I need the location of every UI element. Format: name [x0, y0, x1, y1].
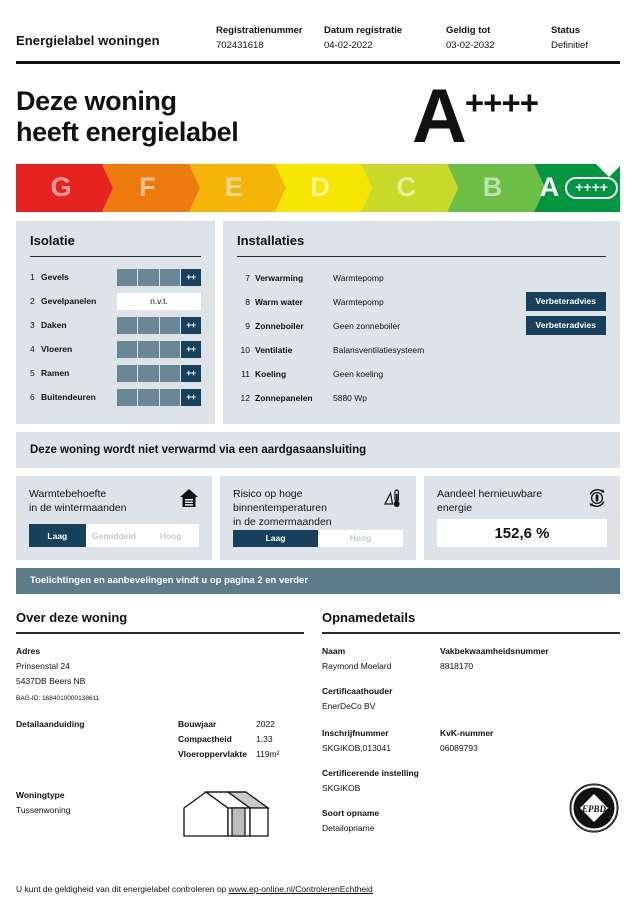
- energy-label-large: [412, 73, 538, 159]
- energy-label-pluses: ++++: [464, 83, 538, 121]
- scale-arrow: [361, 164, 372, 212]
- scale-segment-d: [275, 164, 361, 212]
- energy-label-letter: A: [412, 73, 465, 159]
- woning-spec-line: [178, 747, 304, 762]
- indicator-option-gemiddeld: Gemiddeld: [92, 530, 136, 541]
- footer-link[interactable]: www.ep-online.nl/ControlerenEchtheid: [228, 884, 373, 894]
- installatie-row: [237, 266, 606, 289]
- soort-opname-value: Detailopname: [322, 822, 375, 833]
- headline-section: [0, 64, 636, 159]
- scale-arrow: [189, 164, 200, 212]
- isolatie-rating-bar: [117, 365, 201, 382]
- section-title: Opnamedetails: [322, 610, 416, 625]
- document-header: [0, 0, 636, 53]
- installatie-row: [237, 314, 606, 337]
- detailaanduiding-row: [16, 717, 304, 762]
- meta-label: Datum registratie: [324, 25, 403, 36]
- scale-segment-e: [189, 164, 275, 212]
- isolatie-bar-cell: [117, 269, 137, 286]
- meta-value: 702431618: [216, 40, 264, 51]
- renewable-energy-icon: [587, 488, 607, 508]
- isolatie-row-number: 6: [30, 392, 35, 402]
- isolatie-row-label: Ramen: [41, 368, 70, 378]
- epbd-logo-icon: [568, 782, 620, 834]
- isolatie-bar-cell: [160, 365, 180, 382]
- installatie-row-value: Balansventilatiesysteem: [333, 344, 425, 355]
- scale-letter: A: [539, 172, 560, 202]
- header-meta-group: [216, 24, 621, 53]
- panel-isolatie: [16, 221, 215, 425]
- isolatie-bar-cell: [117, 365, 137, 382]
- adres-line-1: Prinsenstal 24: [16, 660, 70, 671]
- meta-status: [551, 24, 621, 53]
- isolatie-bar-cell: [138, 269, 158, 286]
- installatie-row: [237, 362, 606, 385]
- installatie-row-value: Geen zonneboiler: [333, 320, 401, 331]
- woning-spec-value: 2022: [256, 718, 275, 729]
- energy-scale: [16, 164, 620, 212]
- indicator-option-laag: Laag: [233, 530, 318, 547]
- isolatie-row-label: Vloeren: [41, 344, 73, 354]
- section-title: Over deze woning: [16, 610, 128, 625]
- isolatie-row-label: Gevelpanelen: [41, 296, 97, 306]
- installatie-row-label: Zonnepanelen: [255, 392, 313, 403]
- isolatie-bar-cell: [138, 341, 158, 358]
- panel-installaties: [223, 221, 620, 425]
- gas-notice: Deze woning wordt niet verwarmd via een aardgasaansluiting: [16, 432, 620, 468]
- scale-arrow: [102, 164, 113, 212]
- section-opnamedetails: [322, 610, 620, 836]
- woning-spec-line: [178, 717, 304, 732]
- isolatie-bar-cell: [160, 389, 180, 406]
- isolatie-rating-bar: [117, 269, 201, 286]
- isolatie-rating-bar: [117, 389, 201, 406]
- bottom-sections: [16, 610, 620, 836]
- indicator-header: [29, 488, 199, 516]
- indicator-option-laag: Laag: [29, 524, 86, 547]
- woning-spec-value: 119m²: [256, 748, 280, 759]
- woning-spec-label: Vloeroppervlakte: [178, 748, 247, 759]
- indicator-scale: [233, 530, 403, 547]
- isolatie-row-number: 5: [30, 368, 35, 378]
- isolatie-row-number: 4: [30, 344, 35, 354]
- installatie-row-value: Geen koeling: [333, 368, 384, 379]
- indicator-title-line: Aandeel hernieuwbare: [437, 488, 543, 500]
- isolatie-row: [30, 362, 201, 384]
- isolatie-bar-cell: [117, 341, 137, 358]
- isolatie-bar-cell: [160, 341, 180, 358]
- isolatie-bar-cell: [117, 317, 137, 334]
- isolatie-row: [30, 386, 201, 408]
- installatie-row-value: Warmtepomp: [333, 296, 384, 307]
- indicator-title: [29, 488, 126, 516]
- installatie-row-number: 12: [240, 392, 250, 403]
- woning-spec-value: 1,33: [256, 733, 273, 744]
- isolatie-row: [30, 314, 201, 336]
- meta-value: 04-02-2022: [324, 40, 373, 51]
- certificaathouder-value: EnerDeCo BV: [322, 700, 376, 711]
- woning-specs: [178, 717, 304, 762]
- scale-segment-b: [447, 164, 533, 212]
- isolatie-rating-value: ++: [181, 317, 201, 334]
- woningtype-label: Woningtype: [16, 789, 65, 800]
- isolatie-rating-value: ++: [181, 365, 201, 382]
- meta-label: Registratienummer: [216, 25, 303, 36]
- inschrijf-kvk-row: [322, 726, 620, 756]
- installatie-row: [237, 386, 606, 409]
- indicator-title-line: in de wintermaanden: [29, 501, 127, 514]
- details-panels: [16, 221, 620, 425]
- isolatie-bar-cell: [138, 389, 158, 406]
- certificaathouder-block: [322, 684, 620, 714]
- meta-value: Definitief: [551, 40, 588, 51]
- isolatie-bar-cell: [117, 389, 137, 406]
- bag-id: BAG-ID: 1684010000138611: [16, 694, 100, 702]
- naam-row: [322, 644, 620, 674]
- isolatie-rating-value: ++: [181, 269, 201, 286]
- adres-line-2: 5437DB Beers NB: [16, 675, 86, 686]
- detailaanduiding-label-wrap: [16, 717, 178, 762]
- installatie-row-label: Koeling: [255, 368, 287, 379]
- isolatie-rating-bar: [117, 341, 201, 358]
- isolatie-row: [30, 266, 201, 288]
- indicator-title-line: Warmtebehoefte: [29, 488, 107, 500]
- installatie-row-label: Zonneboiler: [255, 320, 304, 331]
- scale-pluses: ++++: [565, 177, 618, 199]
- certificaathouder-label: Certificaathouder: [322, 685, 393, 696]
- installatie-row-number: 7: [245, 272, 250, 283]
- headline-text: [16, 86, 412, 148]
- scale-letter: D: [310, 172, 330, 202]
- energy-scale-pointer: [596, 164, 622, 177]
- svg-text:EPBD: EPBD: [581, 803, 607, 814]
- indicator-boxes: [16, 476, 620, 560]
- inschrijfnummer-label: Inschrijfnummer: [322, 727, 389, 738]
- indicator-box: [16, 476, 212, 560]
- indicator-title-line: binnentemperaturen: [233, 501, 327, 514]
- section-divider: [16, 632, 304, 634]
- indicator-title: [437, 488, 542, 516]
- indicator-title-line: in de zomermaanden: [233, 515, 332, 528]
- indicator-title: [233, 488, 332, 530]
- meta-geldig-tot: [446, 24, 551, 53]
- installatie-row-label: Verwarming: [255, 272, 304, 283]
- scale-arrow: [275, 164, 286, 212]
- vakbekwaamheidsnummer-label: Vakbekwaamheidsnummer: [440, 645, 549, 656]
- scale-segment-f: [102, 164, 188, 212]
- woning-spec-line: [178, 732, 304, 747]
- indicator-title-line: energie: [437, 501, 473, 514]
- scale-segment-c: [361, 164, 447, 212]
- isolatie-rating-value: ++: [181, 389, 201, 406]
- installatie-row: [237, 290, 606, 313]
- isolatie-row-list: [30, 266, 201, 408]
- installatie-row-number: 9: [245, 320, 250, 331]
- panel-title: Isolatie: [30, 232, 75, 248]
- indicator-option-hoog: Hoog: [159, 530, 182, 541]
- inschrijfnummer-block: [322, 726, 440, 756]
- meta-registratienummer: [216, 24, 324, 53]
- vakbekwaamheidsnummer-value: 8818170: [440, 660, 474, 671]
- installatie-row-label: Warm water: [255, 296, 303, 307]
- energy-scale-bar: [16, 164, 620, 212]
- naam-label: Naam: [322, 645, 346, 656]
- installatie-row-action: [514, 316, 606, 335]
- woning-spec-label: Compactheid: [178, 733, 232, 744]
- scale-letter: F: [139, 172, 156, 202]
- installatie-row-number: 11: [241, 368, 250, 379]
- verbeteradvies-button[interactable]: Verbeteradvies: [526, 292, 606, 311]
- meta-value: 03-02-2032: [446, 40, 495, 51]
- scale-arrow: [447, 164, 458, 212]
- isolatie-bar-cell: [138, 365, 158, 382]
- panel-title: Installaties: [237, 232, 305, 248]
- indicator-box: [220, 476, 416, 560]
- meta-datum-registratie: [324, 24, 446, 53]
- isolatie-row: [30, 338, 201, 360]
- footer-text: U kunt de geldigheid van dit energielabel controleren op: [16, 884, 229, 894]
- indicator-value: 152,6 %: [437, 519, 607, 547]
- woning-spec-label: Bouwjaar: [178, 718, 217, 729]
- isolatie-row-label: Buitendeuren: [41, 392, 96, 402]
- meta-label: Geldig tot: [446, 25, 491, 36]
- isolatie-row-number: 1: [30, 272, 35, 282]
- detailaanduiding-label: Detailaanduiding: [16, 718, 85, 729]
- isolatie-row-number: 2: [30, 296, 35, 306]
- isolatie-row-label: Daken: [41, 320, 67, 330]
- isolatie-bar-cell: [160, 317, 180, 334]
- indicator-scale: [29, 524, 199, 547]
- installatie-row-number: 8: [245, 296, 250, 307]
- scale-letter: G: [50, 172, 72, 202]
- installaties-row-list: [237, 266, 606, 409]
- panel-divider: [237, 256, 606, 258]
- isolatie-row: [30, 290, 201, 312]
- woningtype-value: Tussenwoning: [16, 804, 71, 815]
- headline-line-1: Deze woning: [16, 85, 177, 116]
- isolatie-rating-value: ++: [181, 341, 201, 358]
- isolatie-bar-cell: [160, 269, 180, 286]
- page-title: Energielabel woningen: [16, 33, 160, 48]
- footer-note: [16, 884, 373, 894]
- house-heat-icon: [179, 488, 199, 508]
- thermometer-icon: [383, 488, 403, 508]
- isolatie-row-label: Gevels: [41, 272, 69, 282]
- scale-letter: B: [482, 172, 503, 202]
- indicator-header: [233, 488, 403, 530]
- verbeteradvies-button[interactable]: Verbeteradvies: [526, 316, 606, 335]
- installatie-row-number: 10: [240, 344, 250, 355]
- naam-value: Raymond Moelard: [322, 660, 392, 671]
- isolatie-row-na: n.v.t.: [117, 293, 201, 310]
- indicator-box: [424, 476, 620, 560]
- inschrijfnummer-value: SKGIKOB,013041: [322, 742, 391, 753]
- installatie-row: [237, 338, 606, 361]
- scale-letter: E: [224, 172, 243, 202]
- headline-line-2: heeft energielabel: [16, 116, 239, 147]
- indicator-option-hoog: Hoog: [349, 533, 372, 544]
- scale-letter: C: [396, 172, 417, 202]
- installatie-row-label: Ventilatie: [255, 344, 293, 355]
- certificerende-instelling-value: SKGIKOB: [322, 782, 361, 793]
- installatie-row-value: Warmtepomp: [333, 272, 384, 283]
- installatie-row-value: 5880 Wp: [333, 392, 368, 403]
- kvk-block: [440, 726, 620, 756]
- terraced-house-icon: [176, 786, 272, 840]
- installatie-row-action: [514, 292, 606, 311]
- isolatie-row-number: 3: [30, 320, 35, 330]
- kvk-nummer-value: 06089793: [440, 742, 478, 753]
- section-over-deze-woning: [16, 610, 304, 836]
- adres-label: Adres: [16, 645, 41, 656]
- kvk-nummer-label: KvK-nummer: [440, 727, 494, 738]
- isolatie-bar-cell: [138, 317, 158, 334]
- section-divider: [322, 632, 620, 634]
- indicator-header: [437, 488, 607, 516]
- naam-block: [322, 644, 440, 674]
- soort-opname-label: Soort opname: [322, 807, 380, 818]
- isolatie-rating-bar: [117, 317, 201, 334]
- vakbekwaamheid-block: [440, 644, 620, 674]
- scale-segment-g: [16, 164, 102, 212]
- meta-label: Status: [551, 25, 581, 36]
- toelichting-banner: Toelichtingen en aanbevelingen vindt u op pagina 2 en verder: [16, 568, 620, 594]
- panel-divider: [30, 256, 201, 258]
- certificerende-instelling-label: Certificerende instelling: [322, 767, 419, 778]
- indicator-title-line: Risico op hoge: [233, 488, 303, 500]
